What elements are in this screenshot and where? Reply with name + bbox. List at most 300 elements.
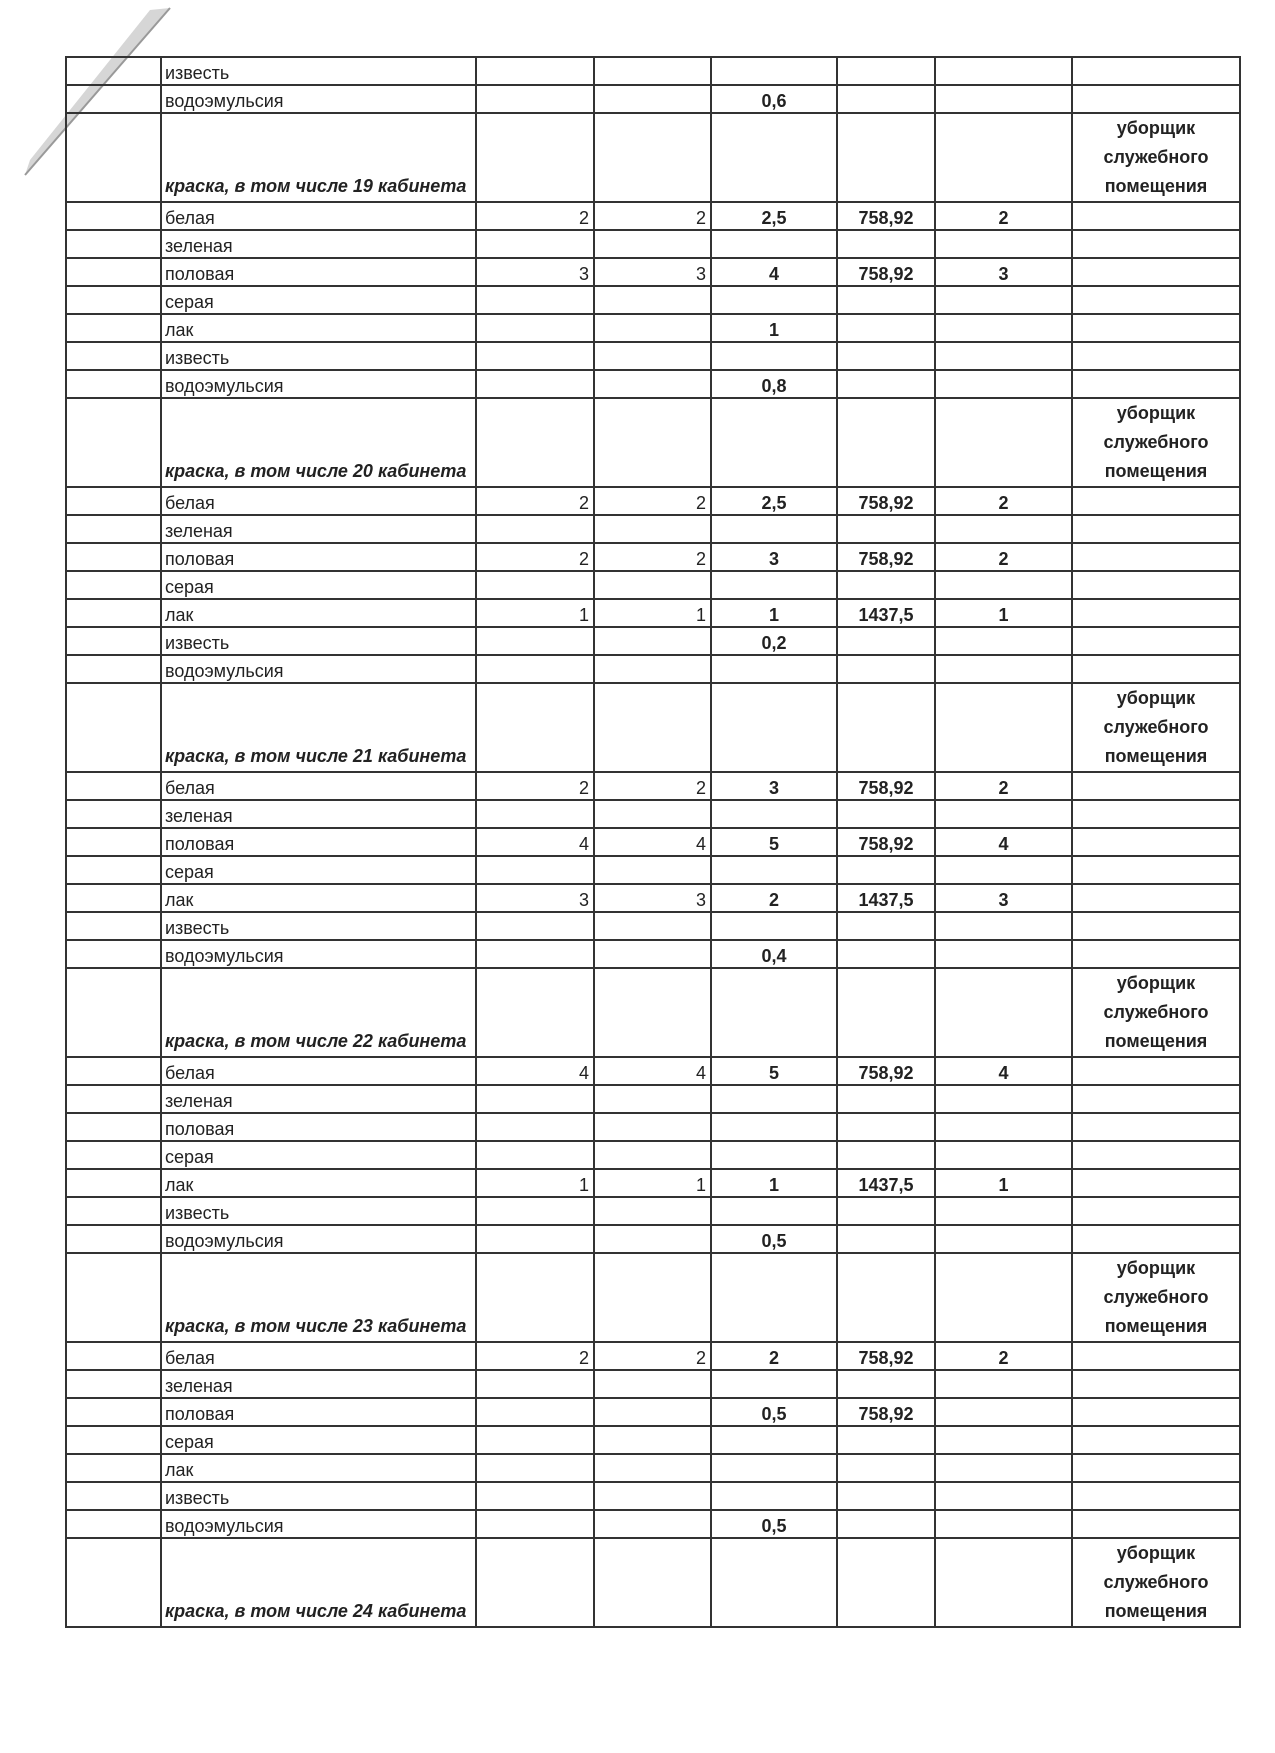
material-name-cell: водоэмульсия bbox=[161, 85, 476, 113]
material-name-cell: лак bbox=[161, 1169, 476, 1197]
responsible-position-cell bbox=[1072, 655, 1240, 683]
responsible-position-cell bbox=[1072, 571, 1240, 599]
quantity-cell-4: 2 bbox=[935, 487, 1072, 515]
quantity-cell-3: 0,8 bbox=[711, 370, 837, 398]
quantity-cell-2: 1 bbox=[594, 1169, 711, 1197]
table-row bbox=[66, 1454, 1240, 1482]
quantity-cell-2 bbox=[594, 370, 711, 398]
quantity-cell-1 bbox=[476, 370, 594, 398]
quantity-cell-4 bbox=[935, 398, 1072, 487]
table-row bbox=[66, 940, 1240, 968]
price-cell bbox=[837, 286, 935, 314]
quantity-cell-1 bbox=[476, 1225, 594, 1253]
index-cell bbox=[66, 968, 161, 1057]
quantity-cell-3 bbox=[711, 856, 837, 884]
quantity-cell-3 bbox=[711, 57, 837, 85]
table-section-header-row bbox=[66, 113, 1240, 202]
quantity-cell-2 bbox=[594, 113, 711, 202]
index-cell bbox=[66, 1342, 161, 1370]
responsible-position-cell bbox=[1072, 487, 1240, 515]
index-cell bbox=[66, 230, 161, 258]
quantity-cell-4 bbox=[935, 912, 1072, 940]
quantity-cell-2 bbox=[594, 230, 711, 258]
price-cell bbox=[837, 655, 935, 683]
price-cell bbox=[837, 342, 935, 370]
table-row bbox=[66, 1510, 1240, 1538]
quantity-cell-2: 3 bbox=[594, 258, 711, 286]
quantity-cell-1 bbox=[476, 683, 594, 772]
quantity-cell-3 bbox=[711, 1085, 837, 1113]
quantity-cell-2 bbox=[594, 1197, 711, 1225]
price-cell bbox=[837, 370, 935, 398]
responsible-position-cell bbox=[1072, 1197, 1240, 1225]
quantity-cell-2 bbox=[594, 627, 711, 655]
responsible-position-cell bbox=[1072, 202, 1240, 230]
table-row bbox=[66, 286, 1240, 314]
index-cell bbox=[66, 113, 161, 202]
quantity-cell-3 bbox=[711, 1426, 837, 1454]
price-cell: 1437,5 bbox=[837, 1169, 935, 1197]
quantity-cell-4 bbox=[935, 1454, 1072, 1482]
index-cell bbox=[66, 1398, 161, 1426]
quantity-cell-2 bbox=[594, 85, 711, 113]
index-cell bbox=[66, 1057, 161, 1085]
responsible-position-cell bbox=[1072, 1169, 1240, 1197]
quantity-cell-4 bbox=[935, 1370, 1072, 1398]
price-cell: 758,92 bbox=[837, 1057, 935, 1085]
quantity-cell-2 bbox=[594, 1370, 711, 1398]
quantity-cell-1: 2 bbox=[476, 1342, 594, 1370]
quantity-cell-4 bbox=[935, 314, 1072, 342]
quantity-cell-3: 2 bbox=[711, 884, 837, 912]
material-name-cell: краска, в том числе 20 кабинета bbox=[161, 398, 476, 487]
material-name-cell: водоэмульсия bbox=[161, 1510, 476, 1538]
quantity-cell-1 bbox=[476, 57, 594, 85]
quantity-cell-4: 2 bbox=[935, 772, 1072, 800]
quantity-cell-2 bbox=[594, 1141, 711, 1169]
index-cell bbox=[66, 828, 161, 856]
quantity-cell-1 bbox=[476, 968, 594, 1057]
quantity-cell-4 bbox=[935, 1225, 1072, 1253]
material-name-cell: половая bbox=[161, 258, 476, 286]
quantity-cell-2: 2 bbox=[594, 202, 711, 230]
quantity-cell-3 bbox=[711, 800, 837, 828]
table-row bbox=[66, 543, 1240, 571]
responsible-position-cell: уборщик служебного помещения bbox=[1072, 113, 1240, 202]
responsible-position-cell bbox=[1072, 912, 1240, 940]
quantity-cell-1 bbox=[476, 1426, 594, 1454]
quantity-cell-2 bbox=[594, 912, 711, 940]
quantity-cell-1: 2 bbox=[476, 487, 594, 515]
quantity-cell-2 bbox=[594, 1482, 711, 1510]
quantity-cell-3 bbox=[711, 286, 837, 314]
quantity-cell-2 bbox=[594, 968, 711, 1057]
index-cell bbox=[66, 772, 161, 800]
responsible-position-cell bbox=[1072, 314, 1240, 342]
table-row bbox=[66, 856, 1240, 884]
quantity-cell-1: 4 bbox=[476, 828, 594, 856]
quantity-cell-4: 2 bbox=[935, 543, 1072, 571]
price-cell bbox=[837, 800, 935, 828]
index-cell bbox=[66, 1510, 161, 1538]
table-row bbox=[66, 1482, 1240, 1510]
index-cell bbox=[66, 1169, 161, 1197]
quantity-cell-3 bbox=[711, 1253, 837, 1342]
index-cell bbox=[66, 912, 161, 940]
price-cell: 758,92 bbox=[837, 258, 935, 286]
quantity-cell-1 bbox=[476, 1454, 594, 1482]
responsible-position-cell bbox=[1072, 57, 1240, 85]
quantity-cell-2 bbox=[594, 398, 711, 487]
index-cell bbox=[66, 627, 161, 655]
quantity-cell-4 bbox=[935, 1113, 1072, 1141]
quantity-cell-1 bbox=[476, 398, 594, 487]
table-row bbox=[66, 1085, 1240, 1113]
quantity-cell-3 bbox=[711, 1482, 837, 1510]
table-row bbox=[66, 599, 1240, 627]
index-cell bbox=[66, 1370, 161, 1398]
material-name-cell: половая bbox=[161, 1398, 476, 1426]
responsible-position-cell bbox=[1072, 1342, 1240, 1370]
material-name-cell: зеленая bbox=[161, 230, 476, 258]
table-row bbox=[66, 314, 1240, 342]
responsible-position-cell bbox=[1072, 1085, 1240, 1113]
material-name-cell: белая bbox=[161, 202, 476, 230]
index-cell bbox=[66, 515, 161, 543]
quantity-cell-3: 2,5 bbox=[711, 487, 837, 515]
index-cell bbox=[66, 599, 161, 627]
index-cell bbox=[66, 258, 161, 286]
responsible-position-cell bbox=[1072, 85, 1240, 113]
material-name-cell: лак bbox=[161, 884, 476, 912]
price-cell bbox=[837, 398, 935, 487]
table-row bbox=[66, 912, 1240, 940]
quantity-cell-3: 3 bbox=[711, 772, 837, 800]
quantity-cell-3: 0,2 bbox=[711, 627, 837, 655]
responsible-position-cell bbox=[1072, 828, 1240, 856]
quantity-cell-3: 0,5 bbox=[711, 1398, 837, 1426]
quantity-cell-2: 2 bbox=[594, 1342, 711, 1370]
quantity-cell-4 bbox=[935, 1085, 1072, 1113]
table-row bbox=[66, 828, 1240, 856]
material-name-cell: зеленая bbox=[161, 800, 476, 828]
material-name-cell: краска, в том числе 23 кабинета bbox=[161, 1253, 476, 1342]
quantity-cell-3 bbox=[711, 1197, 837, 1225]
quantity-cell-4: 2 bbox=[935, 202, 1072, 230]
index-cell bbox=[66, 940, 161, 968]
index-cell bbox=[66, 1538, 161, 1627]
table-row bbox=[66, 1398, 1240, 1426]
price-cell: 758,92 bbox=[837, 1342, 935, 1370]
table-row bbox=[66, 230, 1240, 258]
quantity-cell-3: 1 bbox=[711, 1169, 837, 1197]
quantity-cell-3 bbox=[711, 571, 837, 599]
price-cell bbox=[837, 1454, 935, 1482]
responsible-position-cell bbox=[1072, 1370, 1240, 1398]
quantity-cell-3: 0,6 bbox=[711, 85, 837, 113]
table-row bbox=[66, 1225, 1240, 1253]
quantity-cell-3: 1 bbox=[711, 314, 837, 342]
index-cell bbox=[66, 1253, 161, 1342]
index-cell bbox=[66, 487, 161, 515]
quantity-cell-1 bbox=[476, 1538, 594, 1627]
quantity-cell-2 bbox=[594, 1454, 711, 1482]
responsible-position-cell: уборщик служебного помещения bbox=[1072, 1538, 1240, 1627]
quantity-cell-2: 4 bbox=[594, 828, 711, 856]
quantity-cell-3: 5 bbox=[711, 828, 837, 856]
quantity-cell-4: 4 bbox=[935, 1057, 1072, 1085]
material-name-cell: серая bbox=[161, 1141, 476, 1169]
quantity-cell-4: 1 bbox=[935, 599, 1072, 627]
quantity-cell-2 bbox=[594, 1225, 711, 1253]
table-row bbox=[66, 1141, 1240, 1169]
quantity-cell-4 bbox=[935, 856, 1072, 884]
quantity-cell-3: 5 bbox=[711, 1057, 837, 1085]
quantity-cell-1: 1 bbox=[476, 1169, 594, 1197]
index-cell bbox=[66, 85, 161, 113]
price-cell bbox=[837, 968, 935, 1057]
index-cell bbox=[66, 1141, 161, 1169]
quantity-cell-1 bbox=[476, 1141, 594, 1169]
quantity-cell-2: 2 bbox=[594, 772, 711, 800]
price-cell bbox=[837, 1141, 935, 1169]
quantity-cell-1 bbox=[476, 342, 594, 370]
responsible-position-cell bbox=[1072, 884, 1240, 912]
quantity-cell-4 bbox=[935, 627, 1072, 655]
quantity-cell-3 bbox=[711, 1538, 837, 1627]
price-cell: 1437,5 bbox=[837, 599, 935, 627]
quantity-cell-1 bbox=[476, 856, 594, 884]
material-name-cell: половая bbox=[161, 828, 476, 856]
quantity-cell-1 bbox=[476, 85, 594, 113]
quantity-cell-2 bbox=[594, 1253, 711, 1342]
quantity-cell-4 bbox=[935, 370, 1072, 398]
table-row bbox=[66, 1342, 1240, 1370]
quantity-cell-2: 4 bbox=[594, 1057, 711, 1085]
responsible-position-cell bbox=[1072, 1454, 1240, 1482]
quantity-cell-1: 3 bbox=[476, 258, 594, 286]
price-cell bbox=[837, 940, 935, 968]
quantity-cell-1 bbox=[476, 1197, 594, 1225]
quantity-cell-2 bbox=[594, 683, 711, 772]
responsible-position-cell bbox=[1072, 1426, 1240, 1454]
quantity-cell-1: 2 bbox=[476, 202, 594, 230]
table-row bbox=[66, 515, 1240, 543]
quantity-cell-2 bbox=[594, 515, 711, 543]
quantity-cell-3 bbox=[711, 968, 837, 1057]
index-cell bbox=[66, 1085, 161, 1113]
quantity-cell-2 bbox=[594, 342, 711, 370]
quantity-cell-3 bbox=[711, 1141, 837, 1169]
material-name-cell: лак bbox=[161, 314, 476, 342]
quantity-cell-2 bbox=[594, 286, 711, 314]
material-name-cell: лак bbox=[161, 599, 476, 627]
responsible-position-cell bbox=[1072, 258, 1240, 286]
material-name-cell: белая bbox=[161, 487, 476, 515]
quantity-cell-4 bbox=[935, 230, 1072, 258]
table-row bbox=[66, 884, 1240, 912]
responsible-position-cell bbox=[1072, 856, 1240, 884]
table-row bbox=[66, 57, 1240, 85]
quantity-cell-1: 2 bbox=[476, 543, 594, 571]
index-cell bbox=[66, 1454, 161, 1482]
quantity-cell-1: 2 bbox=[476, 772, 594, 800]
quantity-cell-4 bbox=[935, 286, 1072, 314]
price-cell bbox=[837, 85, 935, 113]
index-cell bbox=[66, 286, 161, 314]
index-cell bbox=[66, 314, 161, 342]
quantity-cell-1 bbox=[476, 1510, 594, 1538]
price-cell: 758,92 bbox=[837, 543, 935, 571]
material-name-cell: водоэмульсия bbox=[161, 370, 476, 398]
responsible-position-cell bbox=[1072, 230, 1240, 258]
material-name-cell: зеленая bbox=[161, 1085, 476, 1113]
index-cell bbox=[66, 398, 161, 487]
quantity-cell-2: 3 bbox=[594, 884, 711, 912]
quantity-cell-4 bbox=[935, 1253, 1072, 1342]
material-name-cell: водоэмульсия bbox=[161, 1225, 476, 1253]
index-cell bbox=[66, 1225, 161, 1253]
quantity-cell-4 bbox=[935, 683, 1072, 772]
quantity-cell-2 bbox=[594, 1426, 711, 1454]
material-name-cell: серая bbox=[161, 571, 476, 599]
index-cell bbox=[66, 202, 161, 230]
material-name-cell: водоэмульсия bbox=[161, 655, 476, 683]
quantity-cell-4 bbox=[935, 1538, 1072, 1627]
quantity-cell-2: 1 bbox=[594, 599, 711, 627]
material-name-cell: серая bbox=[161, 1426, 476, 1454]
quantity-cell-4: 1 bbox=[935, 1169, 1072, 1197]
quantity-cell-2 bbox=[594, 940, 711, 968]
responsible-position-cell bbox=[1072, 342, 1240, 370]
price-cell bbox=[837, 113, 935, 202]
quantity-cell-4: 3 bbox=[935, 258, 1072, 286]
quantity-cell-4: 4 bbox=[935, 828, 1072, 856]
quantity-cell-4 bbox=[935, 1482, 1072, 1510]
material-name-cell: известь bbox=[161, 1197, 476, 1225]
quantity-cell-3: 2 bbox=[711, 1342, 837, 1370]
price-cell bbox=[837, 230, 935, 258]
material-name-cell: краска, в том числе 19 кабинета bbox=[161, 113, 476, 202]
quantity-cell-1 bbox=[476, 1253, 594, 1342]
quantity-cell-4 bbox=[935, 1197, 1072, 1225]
quantity-cell-4 bbox=[935, 800, 1072, 828]
table-row bbox=[66, 342, 1240, 370]
quantity-cell-1 bbox=[476, 655, 594, 683]
table-row bbox=[66, 258, 1240, 286]
quantity-cell-1 bbox=[476, 1370, 594, 1398]
price-cell bbox=[837, 627, 935, 655]
quantity-cell-4 bbox=[935, 1426, 1072, 1454]
quantity-cell-3 bbox=[711, 398, 837, 487]
materials-table bbox=[65, 56, 1241, 1628]
quantity-cell-2: 2 bbox=[594, 543, 711, 571]
price-cell: 758,92 bbox=[837, 1398, 935, 1426]
price-cell bbox=[837, 1197, 935, 1225]
quantity-cell-4: 2 bbox=[935, 1342, 1072, 1370]
quantity-cell-3: 4 bbox=[711, 258, 837, 286]
table-row bbox=[66, 487, 1240, 515]
quantity-cell-4 bbox=[935, 515, 1072, 543]
material-name-cell: известь bbox=[161, 912, 476, 940]
table-section-header-row bbox=[66, 1538, 1240, 1627]
table-section-header-row bbox=[66, 683, 1240, 772]
responsible-position-cell bbox=[1072, 1398, 1240, 1426]
material-name-cell: лак bbox=[161, 1454, 476, 1482]
material-name-cell: половая bbox=[161, 1113, 476, 1141]
quantity-cell-4 bbox=[935, 57, 1072, 85]
quantity-cell-1 bbox=[476, 1482, 594, 1510]
table-row bbox=[66, 1057, 1240, 1085]
responsible-position-cell: уборщик служебного помещения bbox=[1072, 1253, 1240, 1342]
quantity-cell-3: 0,5 bbox=[711, 1225, 837, 1253]
quantity-cell-1 bbox=[476, 571, 594, 599]
quantity-cell-3 bbox=[711, 655, 837, 683]
responsible-position-cell bbox=[1072, 1057, 1240, 1085]
price-cell bbox=[837, 1510, 935, 1538]
price-cell: 758,92 bbox=[837, 772, 935, 800]
responsible-position-cell bbox=[1072, 940, 1240, 968]
quantity-cell-3 bbox=[711, 1454, 837, 1482]
material-name-cell: серая bbox=[161, 856, 476, 884]
quantity-cell-4 bbox=[935, 1141, 1072, 1169]
responsible-position-cell bbox=[1072, 1225, 1240, 1253]
responsible-position-cell: уборщик служебного помещения bbox=[1072, 968, 1240, 1057]
price-cell bbox=[837, 515, 935, 543]
price-cell bbox=[837, 1426, 935, 1454]
quantity-cell-2 bbox=[594, 800, 711, 828]
responsible-position-cell bbox=[1072, 1510, 1240, 1538]
quantity-cell-2 bbox=[594, 57, 711, 85]
price-cell bbox=[837, 314, 935, 342]
table-row bbox=[66, 1113, 1240, 1141]
price-cell: 758,92 bbox=[837, 202, 935, 230]
table-row bbox=[66, 571, 1240, 599]
quantity-cell-2 bbox=[594, 1085, 711, 1113]
responsible-position-cell bbox=[1072, 599, 1240, 627]
responsible-position-cell bbox=[1072, 772, 1240, 800]
quantity-cell-1 bbox=[476, 314, 594, 342]
quantity-cell-1 bbox=[476, 1085, 594, 1113]
responsible-position-cell: уборщик служебного помещения bbox=[1072, 683, 1240, 772]
index-cell bbox=[66, 655, 161, 683]
quantity-cell-1 bbox=[476, 940, 594, 968]
index-cell bbox=[66, 571, 161, 599]
quantity-cell-4 bbox=[935, 968, 1072, 1057]
material-name-cell: зеленая bbox=[161, 1370, 476, 1398]
price-cell bbox=[837, 683, 935, 772]
index-cell bbox=[66, 543, 161, 571]
index-cell bbox=[66, 1482, 161, 1510]
responsible-position-cell: уборщик служебного помещения bbox=[1072, 398, 1240, 487]
quantity-cell-1 bbox=[476, 113, 594, 202]
table-row bbox=[66, 800, 1240, 828]
price-cell bbox=[837, 1370, 935, 1398]
quantity-cell-4 bbox=[935, 342, 1072, 370]
table-row bbox=[66, 1197, 1240, 1225]
price-cell: 758,92 bbox=[837, 828, 935, 856]
quantity-cell-1 bbox=[476, 515, 594, 543]
responsible-position-cell bbox=[1072, 1482, 1240, 1510]
price-cell bbox=[837, 1113, 935, 1141]
quantity-cell-3 bbox=[711, 683, 837, 772]
table-row bbox=[66, 627, 1240, 655]
quantity-cell-2 bbox=[594, 1113, 711, 1141]
quantity-cell-1: 4 bbox=[476, 1057, 594, 1085]
table-row bbox=[66, 1370, 1240, 1398]
price-cell: 1437,5 bbox=[837, 884, 935, 912]
price-cell bbox=[837, 571, 935, 599]
